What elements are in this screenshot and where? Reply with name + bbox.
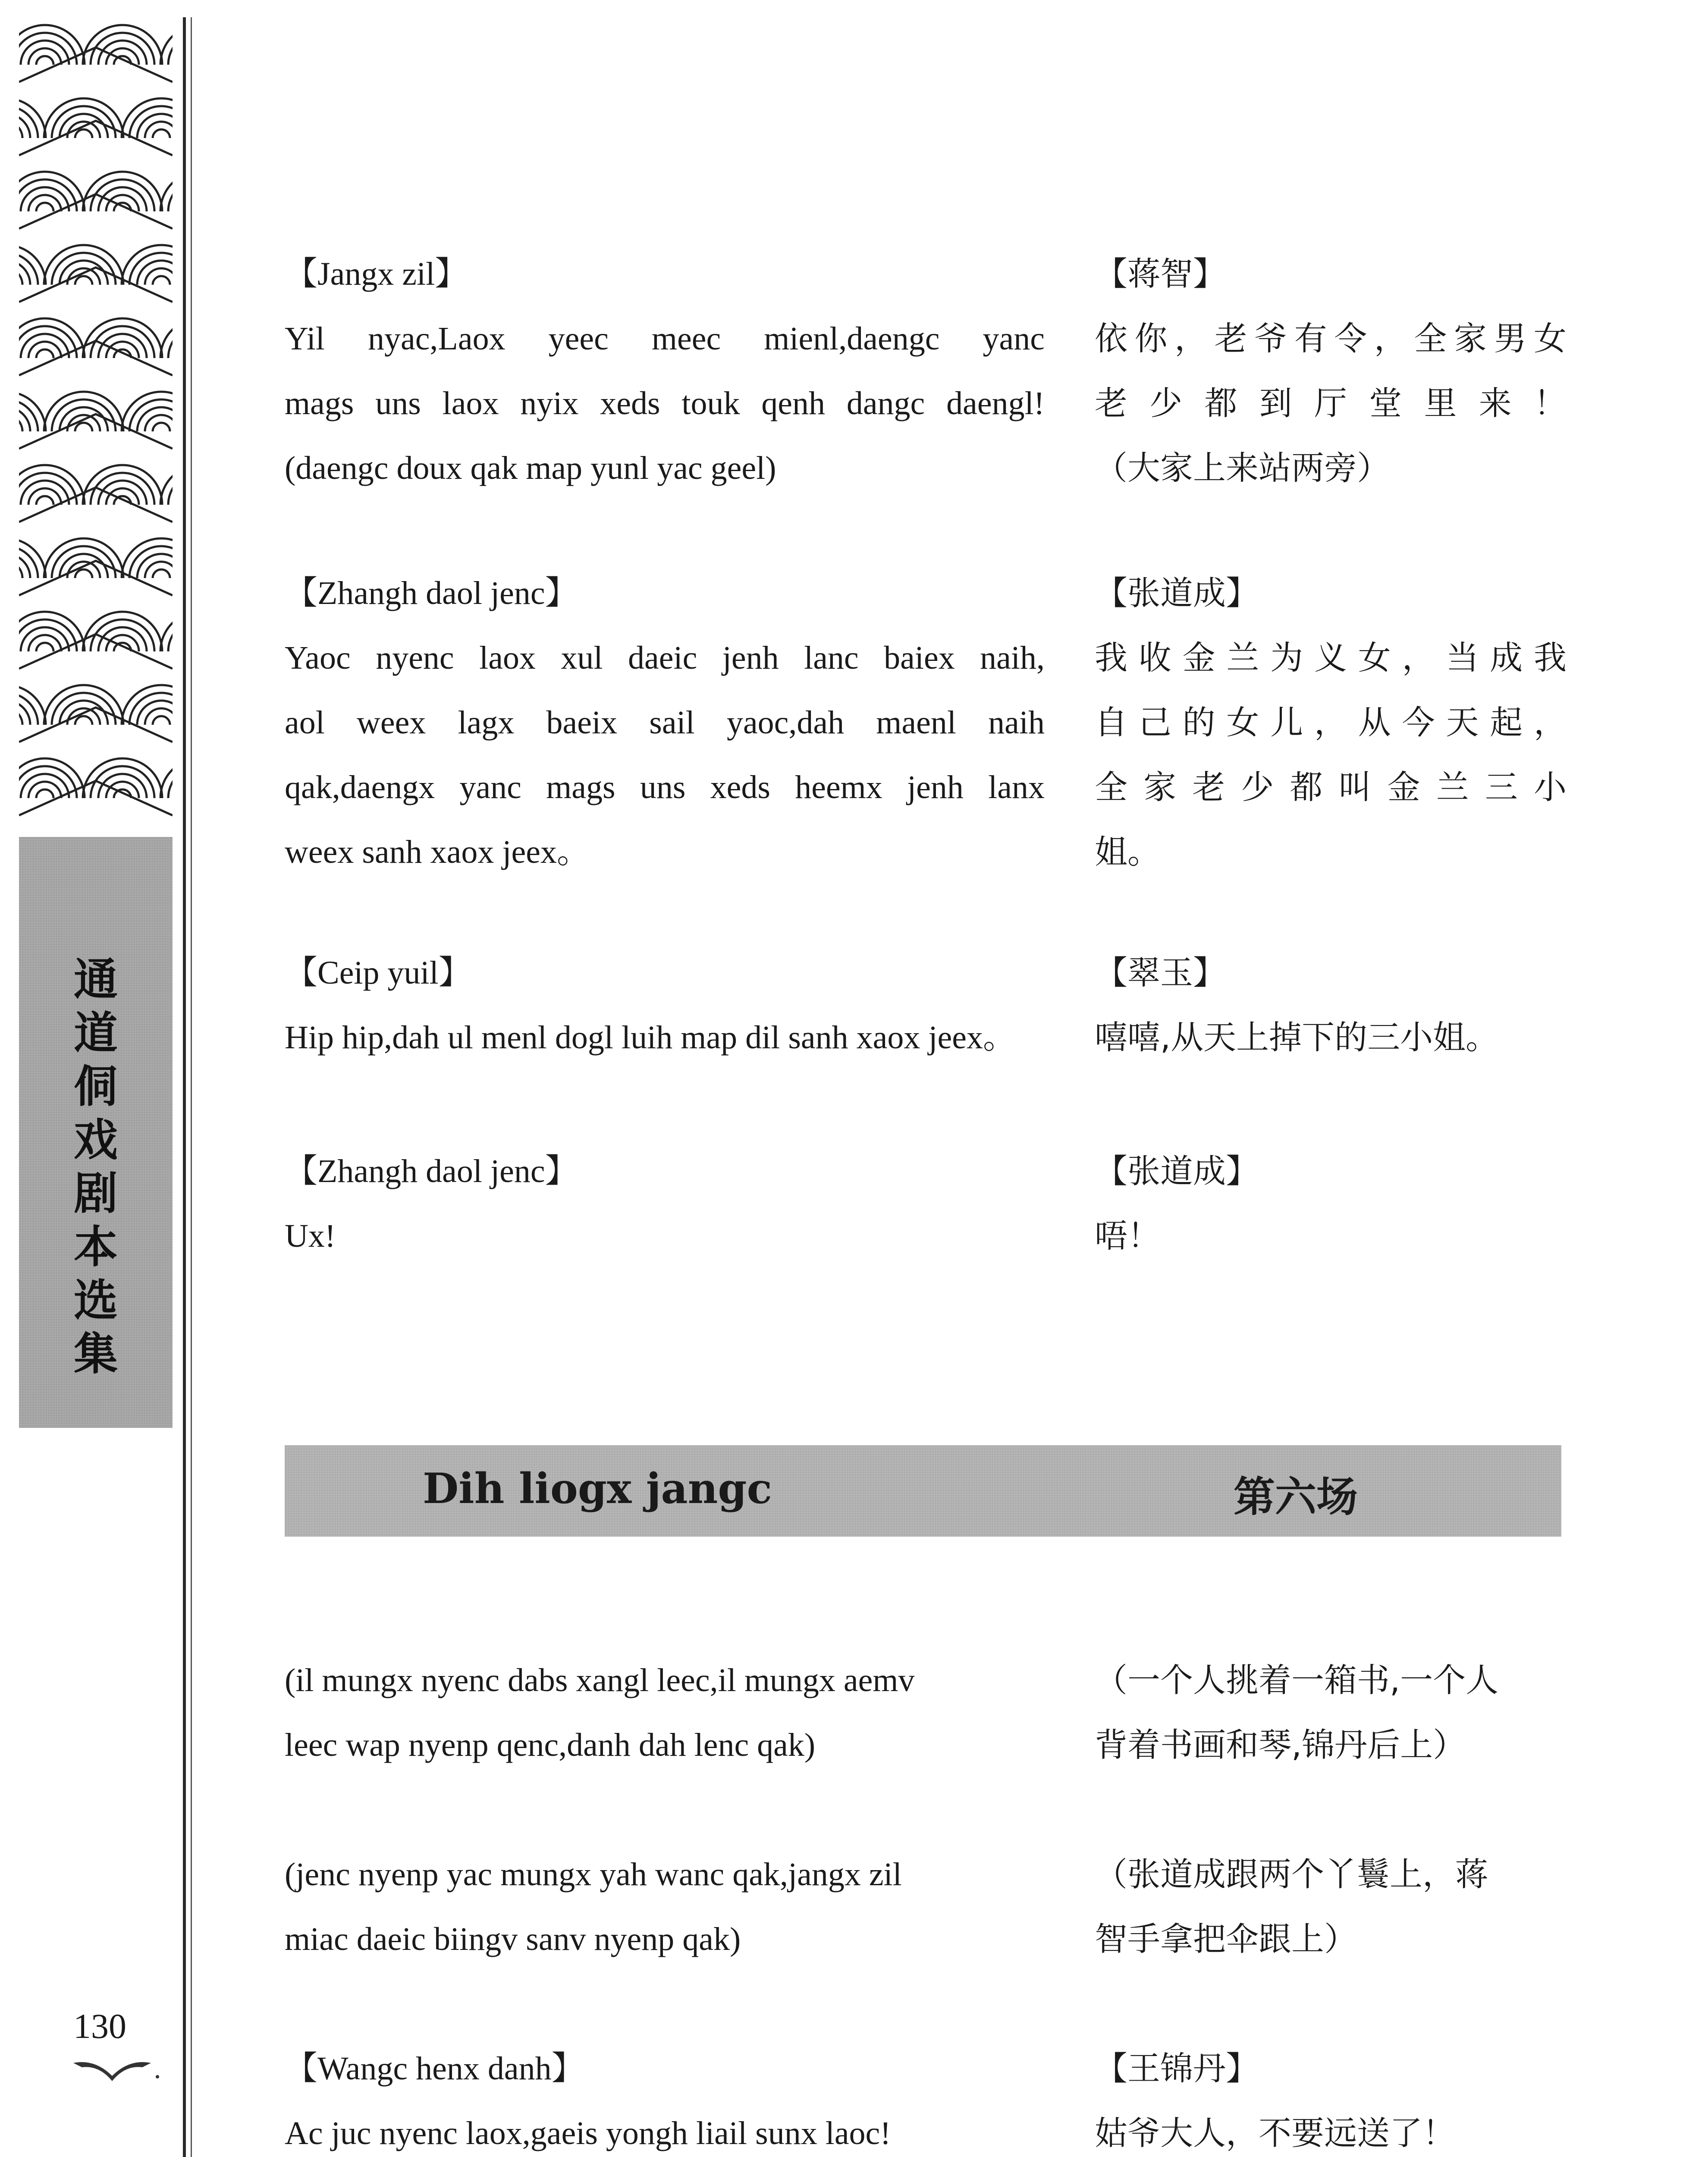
chinese-line: 自己的女儿，从今天起， bbox=[1095, 703, 1569, 742]
chinese-text-column bbox=[1095, 1648, 1569, 1777]
dong-line: weex sanh xaox jeex。 bbox=[285, 834, 590, 870]
dong-text-column bbox=[285, 2036, 1045, 2157]
dong-text-column bbox=[285, 1648, 1045, 1777]
book-title-char: 通 bbox=[74, 954, 118, 1006]
dong-line: Yil nyac,Laox yeec meec mienl,daengc yanc bbox=[285, 321, 1045, 357]
dong-line: mags uns laox nyix xeds touk qenh dangc daengl! bbox=[285, 385, 1045, 421]
chinese-line: （一个人挑着一箱书,一个人 bbox=[1095, 1661, 1499, 1699]
chinese-text-column bbox=[1095, 1139, 1569, 1268]
speaker-name: 【Wangc henx danh】 bbox=[285, 2050, 584, 2087]
dong-line: Ac juc nyenc laox,gaeis yongh liail sunx laoc! bbox=[285, 2115, 891, 2151]
book-title-char: 集 bbox=[74, 1329, 118, 1380]
chinese-line: 依你，老爷有令，全家男女 bbox=[1095, 319, 1569, 358]
speaker-name: 【Zhangh daol jenc】 bbox=[285, 1153, 578, 1189]
book-title-char: 选 bbox=[74, 1275, 118, 1327]
book-title-char: 本 bbox=[74, 1222, 118, 1273]
speaker-name-chinese: 【张道成】 bbox=[1095, 574, 1259, 612]
chinese-line: 我收金兰为义女，当成我 bbox=[1095, 638, 1569, 677]
chinese-text-column bbox=[1095, 242, 1569, 500]
scene-heading-dong: Dih liogx jangc bbox=[423, 1464, 772, 1513]
book-title-char: 道 bbox=[74, 1008, 118, 1059]
chinese-line: 唔！ bbox=[1095, 1217, 1160, 1255]
speaker-name-chinese: 【张道成】 bbox=[1095, 1152, 1259, 1190]
chinese-line: 老少都到厅堂里来！ bbox=[1095, 384, 1569, 422]
cloud-pattern-decoration bbox=[19, 17, 173, 824]
chinese-line: （张道成跟两个丫鬟上，蒋 bbox=[1095, 1855, 1488, 1893]
margin-rule bbox=[183, 17, 186, 2157]
dong-line: Hip hip,dah ul menl dogl luih map dil sanh xaox jeex。 bbox=[285, 1019, 1016, 1056]
chinese-line: 智手拿把伞跟上） bbox=[1095, 1920, 1357, 1958]
chinese-line: 背着书画和琴,锦丹后上） bbox=[1095, 1726, 1466, 1764]
dong-line: aol weex lagx baeix sail yaoc,dah maenl naih bbox=[285, 704, 1045, 741]
chinese-text-column bbox=[1095, 561, 1569, 884]
chinese-line: 姑爷大人，不要远送了！ bbox=[1095, 2114, 1455, 2152]
speaker-name-chinese: 【王锦丹】 bbox=[1095, 2049, 1259, 2088]
chinese-text-column bbox=[1095, 1842, 1569, 1971]
book-title bbox=[19, 953, 173, 1381]
dong-text-column bbox=[285, 242, 1045, 500]
speaker-name: 【Ceip yuil】 bbox=[285, 955, 471, 991]
dong-line: leec wap nyenp qenc,danh dah lenc qak) bbox=[285, 1727, 816, 1763]
dong-line: (jenc nyenp yac mungx yah wanc qak,jangx zil bbox=[285, 1856, 902, 1893]
dong-line: qak,daengx yanc mags uns xeds heemx jenh lanx bbox=[285, 769, 1045, 805]
speaker-name-chinese: 【蒋智】 bbox=[1095, 255, 1226, 293]
dong-line: Ux! bbox=[285, 1218, 336, 1254]
speaker-name: 【Zhangh daol jenc】 bbox=[285, 575, 578, 611]
book-title-char: 侗 bbox=[74, 1061, 118, 1113]
chinese-text-column bbox=[1095, 2036, 1569, 2157]
dong-line: (daengc doux qak map yunl yac geel) bbox=[285, 450, 776, 486]
dong-text-column bbox=[285, 940, 1045, 1070]
sidebar bbox=[19, 17, 173, 1428]
book-title-char: 剧 bbox=[74, 1168, 118, 1220]
chinese-line: 姐。 bbox=[1095, 833, 1160, 871]
dong-line: (il mungx nyenc dabs xangl leec,il mungx aemv bbox=[285, 1662, 915, 1698]
dong-text-column bbox=[285, 561, 1045, 884]
page-ornament-icon bbox=[69, 2054, 160, 2085]
dong-line: Yaoc nyenc laox xul daeic jenh lanc baiex naih, bbox=[285, 640, 1045, 676]
book-title-char: 戏 bbox=[74, 1115, 118, 1166]
dong-text-column bbox=[285, 1842, 1045, 1971]
chinese-text-column bbox=[1095, 940, 1569, 1070]
dong-text-column bbox=[285, 1139, 1045, 1268]
scene-heading-bar bbox=[285, 1445, 1561, 1537]
chinese-line: 嘻嘻,从天上掉下的三小姐。 bbox=[1095, 1018, 1499, 1056]
dong-line: miac daeic biingv sanv nyenp qak) bbox=[285, 1921, 741, 1957]
chinese-line: （大家上来站两旁） bbox=[1095, 449, 1390, 487]
speaker-name: 【Jangx zil】 bbox=[285, 256, 468, 292]
speaker-name-chinese: 【翠玉】 bbox=[1095, 953, 1226, 992]
chinese-line: 全家老少都叫金兰三小 bbox=[1095, 768, 1569, 806]
page-number: 130 bbox=[73, 2006, 126, 2046]
scene-heading-chinese: 第六场 bbox=[1234, 1473, 1358, 1521]
margin-rule-thin bbox=[191, 17, 192, 2157]
